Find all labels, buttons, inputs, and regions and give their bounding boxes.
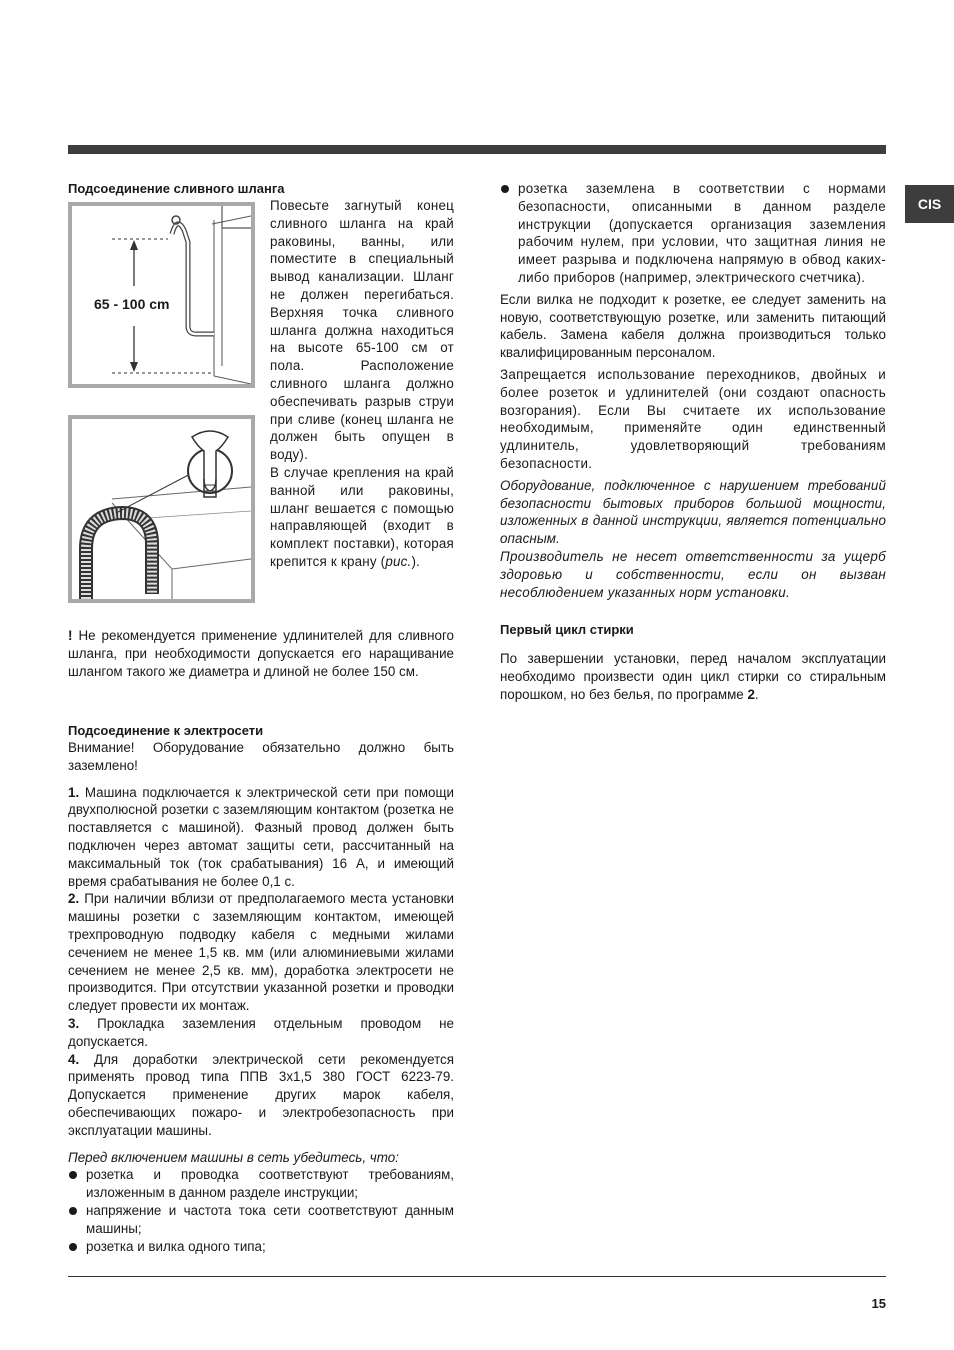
drain-text: Повесьте загнутый конец сливного шланга на край раковины, ванны, или поместите в специальный вывод канализации. Шланг не должен перегибаться. Верхняя точка сливного шланга должна находиться на высоте 65-100 см от пола. Расположение сливного шланга должно обеспечивать разрыв струи при сливе (конец шланга не должен быть опущен в воду). bbox=[270, 198, 454, 463]
drain-warning-block bbox=[68, 627, 454, 681]
bottom-rule bbox=[68, 1276, 886, 1277]
first-cycle-text bbox=[500, 650, 886, 703]
page-number: 15 bbox=[871, 1296, 886, 1311]
figure-ref: рис. bbox=[385, 553, 412, 569]
drain-height-illustration bbox=[72, 206, 251, 384]
adapters-text: Запрещается использование переходников, двойных и более розеток и удлинителей (они создают опасность возгорания). Если Вы считаете их использование необходимым, применяйте один единственный удлинитель, удовлетворяющий требованиям безопасности. bbox=[500, 366, 886, 471]
check-item-1: розетка и проводка соответствуют требованиям, изложенным в данном разделе инструкции; bbox=[68, 1166, 454, 1202]
top-rule bbox=[68, 145, 886, 154]
electric-section bbox=[68, 722, 454, 1255]
drain-instructions bbox=[270, 197, 454, 571]
electric-item-1 bbox=[68, 784, 454, 891]
drain-text-guide-b: ). bbox=[411, 553, 421, 569]
item-number: 4. bbox=[68, 1051, 80, 1067]
electric-item-4 bbox=[68, 1051, 454, 1140]
check-item-4: розетка заземлена в соответствии с нормами безопасности, описанными в данном разделе инструкции (допускается организация заземления рабочим нулем, при условии, что защитная линия не имеет разрыва и подключена напрямую в обвод каких-либо приборов (например, электрического счетчика). bbox=[500, 180, 886, 287]
region-tab bbox=[905, 185, 954, 223]
warning-mark: ! bbox=[68, 628, 73, 643]
right-column bbox=[500, 180, 886, 704]
danger-text: Оборудование, подключенное с нарушением требований безопасности бытовых приборов большой мощности, изложенных в данной инструкции, является потенциально опасным. bbox=[500, 477, 886, 547]
program-number: 2 bbox=[747, 686, 755, 702]
item-text: При наличии вблизи от предполагаемого места установки машины розетки с заземляющим контактом, имеющей трехпроводную подводку кабеля с медными жилами сечением не менее 1,5 кв. мм (или алюминиевыми жилами сечением не менее 2,5 кв. мм), доработка электросети не производится. При отсутствии указанной розетки и проводки следует провести их монтаж. bbox=[68, 891, 454, 1014]
item-text: Прокладка заземления отдельным проводом не допускается. bbox=[68, 1015, 454, 1049]
plug-text: Если вилка не подходит к розетке, ее следует заменить на новую, соответствующую розетке, или заменить питающий кабель. Замена кабеля должна производиться только квалифицированным персоналом. bbox=[500, 291, 886, 361]
drain-warning-text: Не рекомендуется применение удлинителей для сливного шланга, при необходимости допускается его наращивание шлангом такого же диаметра и длиной не более 150 см. bbox=[68, 628, 454, 679]
check-item-2: напряжение и частота тока сети соответствуют данным машины; bbox=[68, 1202, 454, 1238]
drain-height-label: 65 - 100 cm bbox=[94, 296, 170, 312]
check-intro: Перед включением машины в сеть убедитесь, что: bbox=[68, 1149, 399, 1165]
hose-guide-figure bbox=[68, 415, 255, 603]
drain-heading: Подсоединение сливного шланга bbox=[68, 181, 285, 196]
electric-intro: Внимание! Оборудование обязательно должно быть заземлено! bbox=[68, 740, 454, 773]
electric-item-2 bbox=[68, 890, 454, 1015]
drain-height-figure bbox=[68, 202, 255, 388]
item-text: Машина подключается к электрической сети при помощи двухполюсной розетки с заземляющим контактом (розетка не поставляется с машиной). Фазный провод должен быть подключен через автомат защиты сети, рассчитанный на максимальный ток (ток срабатывания) 16 А, и имеющий время срабатывания не более 0,1 с. bbox=[68, 784, 454, 889]
drain-heading-block bbox=[68, 180, 454, 197]
item-number: 2. bbox=[68, 891, 80, 907]
liability-text: Производитель не несет ответственности за ущерб здоровью и собственности, если он вызван несоблюдением указанных норм установки. bbox=[500, 548, 886, 600]
first-cycle-tail: . bbox=[754, 686, 759, 702]
check-item-3: розетка и вилка одного типа; bbox=[68, 1238, 454, 1256]
electric-item-3 bbox=[68, 1015, 454, 1051]
electric-heading: Подсоединение к электросети bbox=[68, 723, 264, 738]
drain-warning bbox=[68, 627, 454, 681]
first-cycle-heading: Первый цикл стирки bbox=[500, 622, 634, 638]
drain-text-guide bbox=[270, 464, 454, 571]
item-number: 1. bbox=[68, 784, 80, 800]
drain-text-guide-a: В случае крепления на край ванной или раковины, шланг вешается с помощью направляющей (входит в комплект поставки), которая крепится к крану ( bbox=[270, 464, 454, 569]
region-tab-label: CIS bbox=[917, 196, 942, 212]
item-text: Для доработки электрической сети рекомендуется применять провод типа ППВ 3х1,5 380 ГОСТ 6223-79. Допускается применение других марок кабеля, обеспечивающих пожаро- и электробезопасность при эксплуатации машины. bbox=[68, 1051, 454, 1138]
first-cycle-body: По завершении установки, перед началом эксплуатации необходимо произвести один цикл стирки со стиральным порошком, но без белья, по программе bbox=[500, 651, 886, 702]
hose-guide-illustration bbox=[72, 419, 251, 599]
item-number: 3. bbox=[68, 1015, 80, 1031]
